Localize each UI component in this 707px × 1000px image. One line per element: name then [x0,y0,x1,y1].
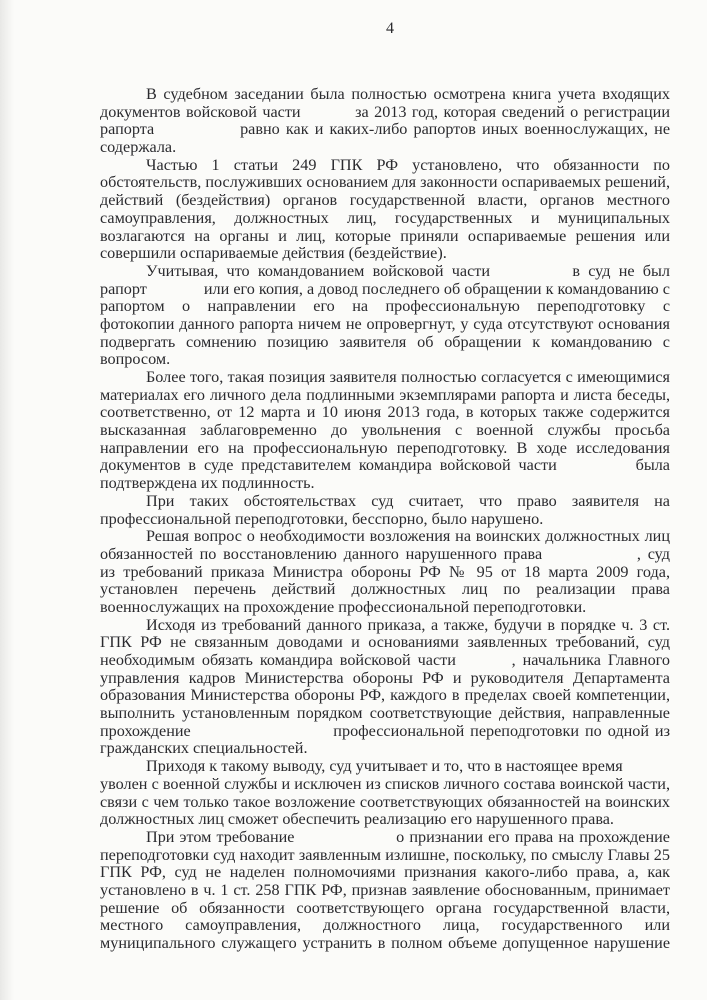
text-line: Исходя из требований данного приказа, а также, будучи в порядке ч. 3 ст. [146,616,670,634]
text-line: содержала. [100,139,177,157]
text-line: При таких обстоятельствах суд считает, что право заявителя на [146,492,670,510]
text-line: действий (бездействия) органов государственной власти, органов местного [100,192,670,210]
text-line: связи с чем только такое возложение соответствующих обязанностей на воинских [100,793,670,811]
text-line: установлен перечень действий должностных лиц по реализации права [100,581,670,599]
text-line: обязанностей по восстановлению данного нарушенного права , суд [100,545,670,563]
text-line: соответственно, от 12 марта и 10 июня 2013 года, в которых также содержится [100,404,670,422]
text-line: самоуправления, должностных лиц, государственных и муниципальных [100,209,670,227]
text-line: управления кадров Министерства обороны РФ и руководителя Департамента [100,669,670,687]
scan-edge [0,0,14,1000]
text-line: документов войсковой части за 2013 год, которая сведений о регистрации [100,103,670,121]
text-line: совершили оспариваемые действия (бездействие). [100,245,447,263]
text-line: направлении его на профессиональную переподготовку. В ходе исследования [100,439,670,457]
text-line: прохождение профессиональной переподготовки по одной из [100,722,670,740]
text-line: муниципального служащего устранить в полном объеме допущенное нарушение [100,935,670,952]
text-line: Приходя к такому выводу, суд учитывает и то, что в настоящее время [146,758,623,776]
text-line: Учитывая, что командованием войсковой части в суд не был [146,262,670,280]
text-line: образования Министерства обороны РФ, каждого в пределах своей компетенции, [100,687,670,705]
text-line: военнослужащих на прохождение профессиональной переподготовки. [100,598,587,616]
text-line: документов в суде представителем командира войсковой части была [100,457,670,475]
text-line: Более того, такая позиция заявителя полностью согласуется с имеющимися [146,369,670,386]
page-number: 4 [386,20,394,37]
text-line: ГПК РФ не связанным доводами и основаниями заявленных требований, суд [100,634,670,652]
text-line: решение об обязанности соответствующего органа государственной власти, [100,899,670,917]
text-line: Частью 1 статьи 249 ГПК РФ установлено, что обязанности по [146,156,670,174]
text-line: высказанная заблаговременно до увольнения с военной службы просьба [100,422,670,440]
text-line: материалах его личного дела подлинными экземплярами рапорта и листа беседы, [100,386,670,404]
text-line: В судебном заседании была полностью осмотрена книга учета входящих [146,86,670,103]
text-line: необходимым обязать командира войсковой части , начальника Главного [100,652,670,669]
text-line: Решая вопрос о необходимости возложения на воинских должностных лиц [146,528,670,546]
text-line: ГПК РФ, суд не наделен полномочиями признания какого-либо права, а, как [100,864,670,882]
text-line: должностных лиц сможет обеспечить реализацию его нарушенного права. [100,811,614,829]
text-line: переподготовки суд находит заявленным излишне, поскольку, по смыслу Главы 25 [100,846,670,864]
text-line: При этом требование о признании его права на прохождение [146,828,670,846]
text-line: рапорта равно как и каких-либо рапортов иных военнослужащих, не [100,121,670,139]
text-line: рапортом о направлении его на профессиональную переподготовку с [100,298,670,316]
text-line: выполнить установленным порядком соответствующие действия, направленные [100,705,670,723]
text-line: установлено в ч. 1 ст. 258 ГПК РФ, признав заявление обоснованным, принимает [100,881,670,899]
text-line: рапорт или его копия, а довод последнего об обращении к командованию с [100,280,670,298]
text-line: профессиональной переподготовки, бесспорно, было нарушено. [100,510,544,528]
document-body [100,86,670,953]
text-line: уволен с военной службы и исключен из списков личного состава воинской части, [100,775,670,793]
text-line: из требований приказа Министра обороны РФ № 95 от 18 марта 2009 года, [100,563,670,581]
text-line: подвергать сомнению позицию заявителя об обращении к командованию с [100,333,670,351]
text-line: фотокопии данного рапорта ничем не опровергнут, у суда отсутствуют основания [100,315,670,333]
text-line: возлагаются на органы и лиц, которые приняли оспариваемые решения или [100,227,670,245]
text-line: вопросом. [100,351,171,369]
text-line: подтверждена их подлинность. [100,475,315,493]
text-line: местного самоуправления, должностного лица, государственного или [100,917,670,935]
text-line: обстоятельств, послуживших основанием для законности оспариваемых решений, [100,174,670,192]
text-line: гражданских специальностей. [100,740,308,758]
